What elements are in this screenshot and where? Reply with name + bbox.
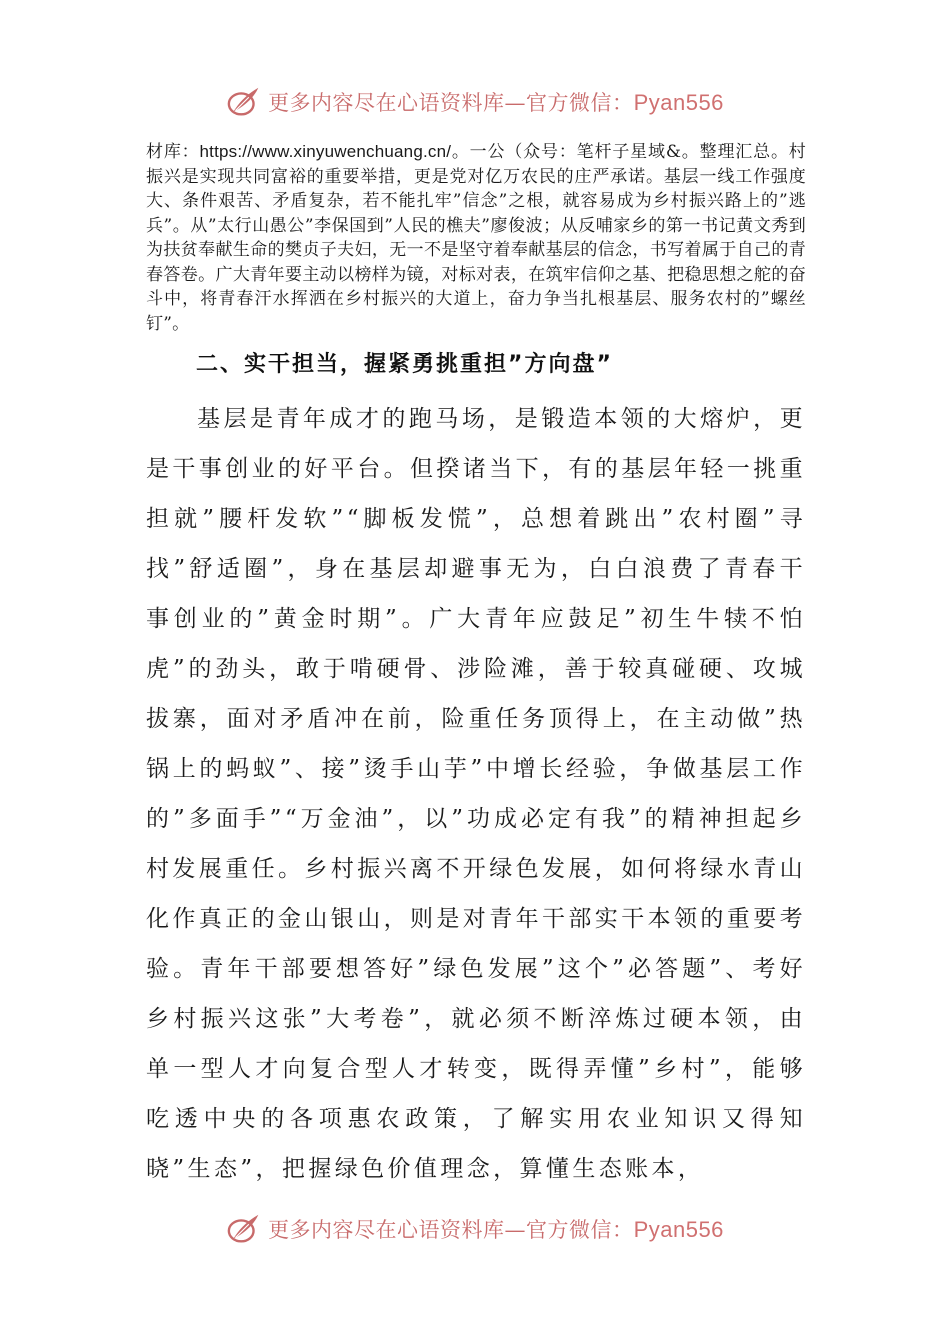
watermark-wechat-id: Pyan556 (633, 90, 724, 115)
watermark-text-cn: 更多内容尽在心语资料库—官方微信： (268, 91, 634, 115)
quill-pen-logo-icon (226, 1210, 264, 1248)
watermark-text (268, 87, 724, 117)
watermark-text (268, 1214, 724, 1244)
body-paragraph: 基层是青年成才的跑马场，是锻造本领的大熔炉，更是干事创业的好平台。但揆诸当下，有的基层年轻一挑重担就”腰杆发软”“脚板发慌”，总想着跳出”农村圈”寻找”舒适圈”，身在基层却避事无为，白白浪费了青春干事创业的”黄金时期”。广大青年应鼓足”初生牛犊不怕虎”的劲头，敢于啃硬骨、涉险滩，善于较真碰硬、攻城拔寨，面对矛盾冲在前，险重任务顶得上，在主动做”热锅上的蚂蚁”、接”烫手山芋”中增长经验，争做基层工作的”多面手”“万金油”，以”功成必定有我”的精神担起乡村发展重任。乡村振兴离不开绿色发展，如何将绿水青山化作真正的金山银山，则是对青年干部实干本领的重要考验。青年干部要想答好”绿色发展”这个”必答题”、考好乡村振兴这张”大考卷”，就必须不断淬炼过硬本领，由单一型人才向复合型人才转变，既得弄懂”乡村”，能够吃透中央的各项惠农政策，了解实用农业知识又得知晓”生态”，把握绿色价值理念，算懂生态账本， (146, 406, 806, 1182)
section-heading: 二、实干担当，握紧勇挑重担”方向盘” (196, 352, 613, 377)
intro-paragraph (146, 140, 806, 336)
watermark-text-cn: 更多内容尽在心语资料库—官方微信： (268, 1218, 634, 1242)
source-url: https://www.xinyuwenchuang.cn/ (199, 142, 452, 161)
header-watermark (0, 80, 950, 124)
watermark-wechat-id: Pyan556 (633, 1217, 724, 1242)
footer-watermark (0, 1207, 950, 1251)
intro-rest: 。一公（众号：笔杆子星域&。整理汇总。村振兴是实现共同富裕的重要举措，更是党对亿万农民的庄严承诺。基层一线工作强度大、条件艰苦、矛盾复杂，若不能扎牢”信念”之根，就容易成为乡村振兴路上的”逃兵”。从”太行山愚公”李保国到”人民的樵夫”廖俊波；从反哺家乡的第一书记黄文秀到为扶贫奉献生命的樊贞子夫妇，无一不是坚守着奉献基层的信念，书写着属于自己的青春答卷。广大青年要主动以榜样为镜，对标对表，在筑牢信仰之基、把稳思想之舵的奋斗中，将青春汗水挥洒在乡村振兴的大道上，奋力争当扎根基层、服务农村的”螺丝钉”。 (146, 142, 806, 334)
intro-lead: 材库： (146, 142, 200, 162)
document-body (146, 140, 806, 1194)
quill-pen-logo-icon (226, 83, 264, 121)
